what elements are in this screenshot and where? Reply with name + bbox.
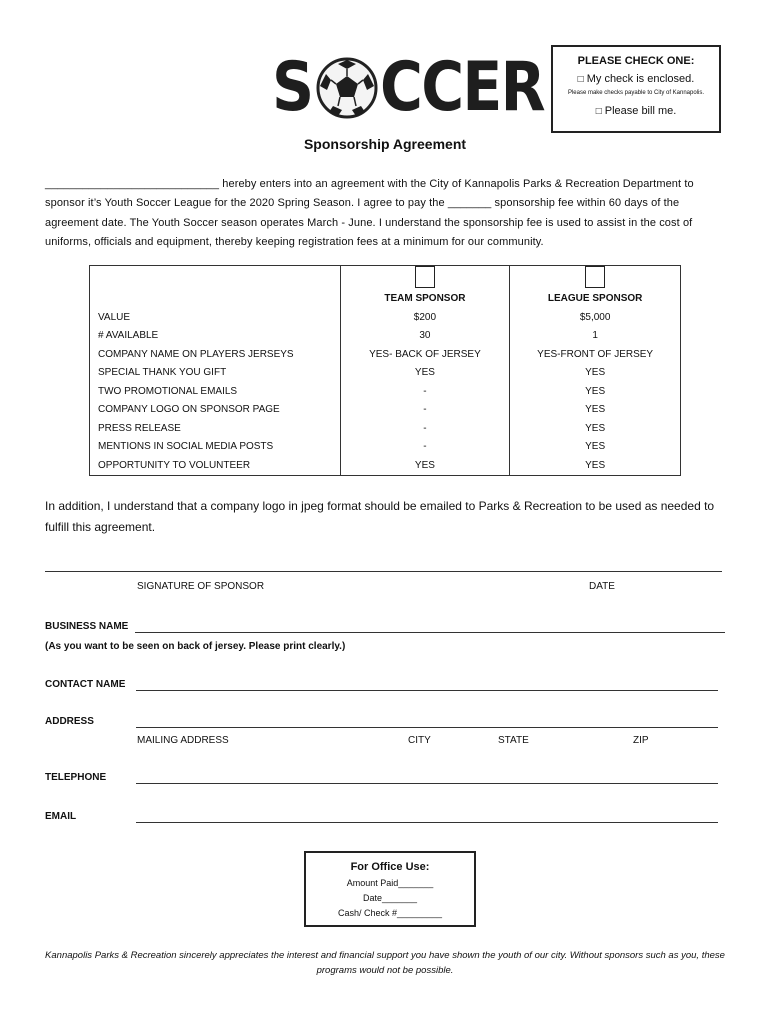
league-value: YES-FRONT OF JERSEY — [510, 345, 681, 364]
league-value: YES — [510, 456, 681, 475]
logo-letters-ccer: CCER — [380, 48, 544, 127]
contact-name-line[interactable] — [136, 690, 718, 691]
team-value: YES — [340, 456, 510, 475]
league-value: YES — [510, 419, 681, 438]
table-row — [90, 419, 681, 438]
team-value: YES- BACK OF JERSEY — [340, 345, 510, 364]
table-row — [90, 345, 681, 364]
checkbox-icon[interactable]: □ — [595, 106, 602, 117]
bill-me-label: Please bill me. — [604, 105, 677, 117]
table-cell — [340, 266, 510, 289]
address-line[interactable] — [136, 727, 718, 728]
table-header — [90, 288, 341, 308]
date-label: DATE — [589, 581, 615, 592]
team-sponsor-checkbox[interactable] — [415, 266, 435, 288]
sponsorship-levels-table — [89, 265, 681, 476]
payable-note: Please make checks payable to City of Kannapolis. — [567, 90, 705, 96]
table-row — [90, 382, 681, 401]
row-label: TWO PROMOTIONAL EMAILS — [90, 382, 341, 401]
row-label: PRESS RELEASE — [90, 419, 341, 438]
row-label: COMPANY NAME ON PLAYERS JERSEYS — [90, 345, 341, 364]
business-name-line[interactable] — [135, 632, 725, 633]
email-label: EMAIL — [45, 811, 77, 822]
telephone-label: TELEPHONE — [45, 772, 107, 783]
check-enclosed-label: My check is enclosed. — [586, 73, 695, 85]
cash-check-field: Cash/ Check #_________ — [337, 908, 443, 918]
league-value: $5,000 — [510, 308, 681, 327]
office-date-field: Date_______ — [362, 893, 418, 903]
agreement-paragraph — [45, 175, 725, 253]
soccer-ball-icon — [316, 56, 378, 120]
sponsor-name-blank[interactable]: ____________________________ — [45, 178, 220, 190]
table-row — [90, 327, 681, 346]
contact-name-label: CONTACT NAME — [45, 679, 126, 690]
team-value: - — [340, 401, 510, 420]
checkbox-icon[interactable]: □ — [577, 74, 584, 85]
table-header-row — [90, 288, 681, 308]
email-line[interactable] — [136, 822, 718, 823]
league-value: 1 — [510, 327, 681, 346]
row-label: OPPORTUNITY TO VOLUNTEER — [90, 456, 341, 475]
soccer-logo — [270, 48, 544, 127]
footer-note: Kannapolis Parks & Recreation sincerely appreciates the interest and financial support you have shown the youth of our city. Without sponsors such as you, these programs would not be possible. — [45, 950, 725, 976]
league-value: YES — [510, 401, 681, 420]
team-value: $200 — [340, 308, 510, 327]
logo-letter-s: S — [272, 48, 313, 127]
row-label: # AVAILABLE — [90, 327, 341, 346]
telephone-line[interactable] — [136, 783, 718, 784]
team-value: - — [340, 382, 510, 401]
table-row — [90, 456, 681, 475]
league-value: YES — [510, 382, 681, 401]
league-value: YES — [510, 438, 681, 457]
row-label: MENTIONS IN SOCIAL MEDIA POSTS — [90, 438, 341, 457]
page-title: Sponsorship Agreement — [303, 136, 467, 152]
bill-me-option[interactable] — [553, 105, 719, 117]
team-value: - — [340, 419, 510, 438]
table-cell — [90, 266, 341, 289]
team-value: 30 — [340, 327, 510, 346]
league-value: YES — [510, 364, 681, 383]
league-sponsor-checkbox[interactable] — [585, 266, 605, 288]
row-label: COMPANY LOGO ON SPONSOR PAGE — [90, 401, 341, 420]
row-label: SPECIAL THANK YOU GIFT — [90, 364, 341, 383]
mailing-address-label: MAILING ADDRESS — [137, 735, 229, 746]
signature-line[interactable] — [45, 571, 722, 572]
address-label: ADDRESS — [45, 716, 94, 727]
logo-requirement-text: In addition, I understand that a company logo in jpeg format should be emailed to Parks & Recreation to be used as needed to fulfill this agreement. — [45, 499, 715, 534]
league-sponsor-header: LEAGUE SPONSOR — [510, 288, 681, 308]
office-use-title: For Office Use: — [350, 861, 430, 873]
table-row — [90, 438, 681, 457]
office-use-box — [304, 851, 476, 927]
team-sponsor-header: TEAM SPONSOR — [340, 288, 510, 308]
check-enclosed-option[interactable] — [553, 73, 719, 85]
team-value: YES — [340, 364, 510, 383]
zip-label: ZIP — [633, 735, 649, 746]
agreement-text: hereby enters into an agreement with the City of Kannapolis Parks & Recreation Department to sponsor it’s Youth Soccer League for the 2020 Spring Season. I agree to pay the _______ sponsorship fee within 60 days of the agreement date. The Youth Soccer season operates March - June. I understand the sponsorship fee is used to assist in the cost of uniforms, officials and equipment, thereby keeping registration fees at a minimum for our community. — [45, 178, 694, 249]
amount-paid-field: Amount Paid_______ — [346, 878, 434, 888]
page-title-row — [0, 136, 770, 154]
signature-label: SIGNATURE OF SPONSOR — [137, 581, 265, 592]
business-name-label: BUSINESS NAME — [45, 621, 129, 632]
state-label: STATE — [498, 735, 529, 746]
table-row — [90, 364, 681, 383]
business-name-note: (As you want to be seen on back of jersey. Please print clearly.) — [45, 641, 346, 652]
payment-option-panel — [551, 45, 721, 133]
team-value: - — [340, 438, 510, 457]
city-label: CITY — [408, 735, 431, 746]
table-row — [90, 308, 681, 327]
table-row — [90, 401, 681, 420]
table-cell — [510, 266, 681, 289]
table-checkbox-row — [90, 266, 681, 289]
payment-option-title: PLEASE CHECK ONE: — [577, 55, 695, 67]
row-label: VALUE — [90, 308, 341, 327]
